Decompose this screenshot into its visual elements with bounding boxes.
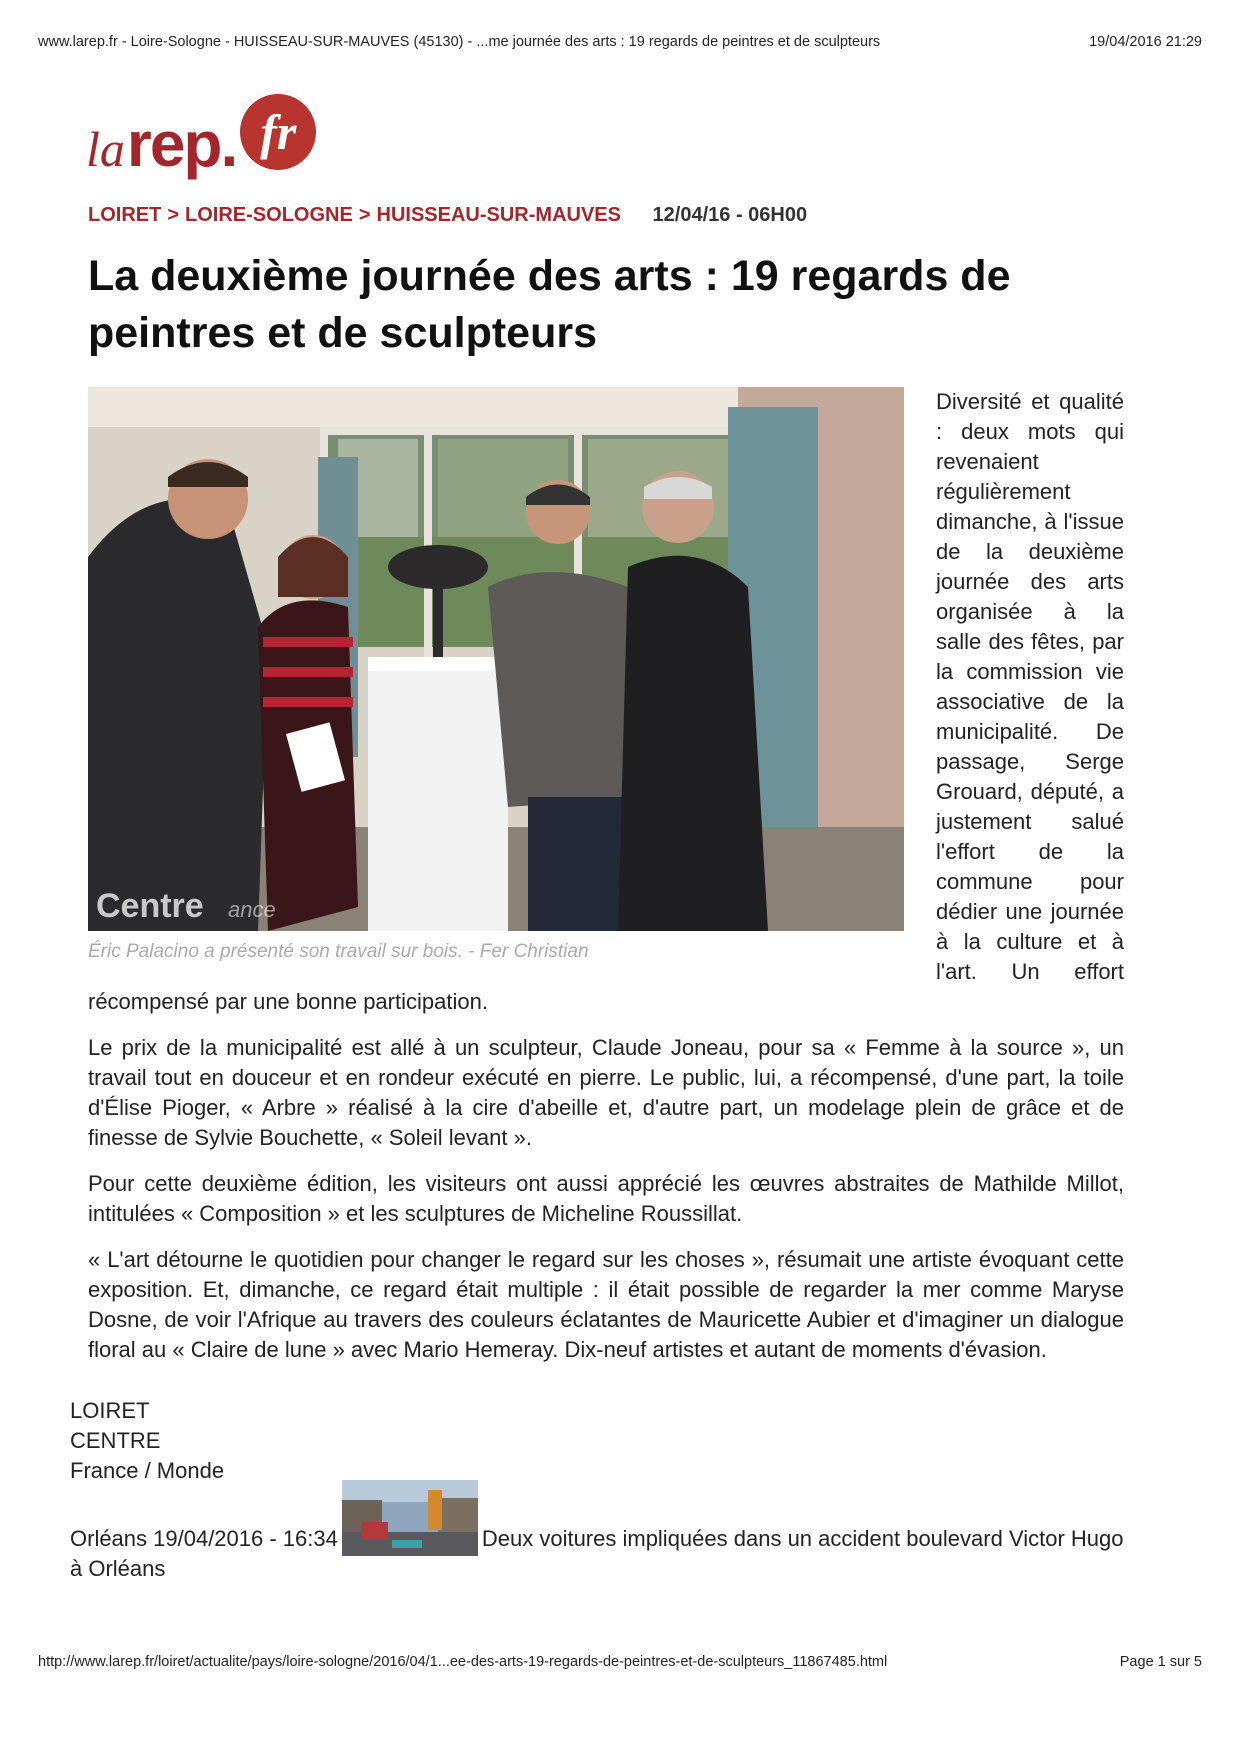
article-figure (88, 387, 904, 965)
tag-centre[interactable]: CENTRE (70, 1428, 161, 1453)
print-header-title: www.larep.fr - Loire-Sologne - HUISSEAU-SUR-MAUVES (45130) - ...me journée des arts : 19 regards de peintres et de sculpteurs (38, 34, 881, 50)
breadcrumb-separator: > (167, 204, 180, 226)
breadcrumb-item-loire-sologne[interactable]: LOIRE-SOLOGNE (185, 204, 353, 226)
photo-caption: Éric Palacino a présenté son travail sur bois. - Fer Christian (88, 941, 589, 962)
related-article[interactable] (70, 1480, 1126, 1584)
related-headline[interactable]: Deux voitures impliquées dans un accident boulevard Victor Hugo à Orléans (70, 1526, 1124, 1581)
article-title: La deuxième journée des arts : 19 regards de peintres et de sculpteurs (88, 252, 1011, 357)
article-photo (88, 387, 904, 931)
article-tags (70, 1396, 224, 1486)
article-date: 12/04/16 - 06H00 (652, 204, 808, 226)
related-thumbnail[interactable] (342, 1480, 478, 1556)
tag-france-monde[interactable]: France / Monde (70, 1458, 225, 1483)
photo-watermark-suffix: ance (228, 897, 276, 922)
tag-loiret[interactable]: LOIRET (70, 1398, 150, 1423)
logo-la: la (86, 121, 125, 177)
article-body (88, 387, 1124, 1381)
print-footer (38, 1654, 1202, 1670)
breadcrumb-separator: > (358, 204, 371, 226)
logo-rep: rep (126, 108, 221, 181)
related-place-time: Orléans 19/04/2016 - 16:34 (70, 1526, 338, 1551)
article-paragraph-2: Le prix de la municipalité est allé à un sculpteur, Claude Joneau, pour sa « Femme à la source », un travail tout en douceur et en rondeur exécuté en pierre. Le public, lui, a récompensé, d'une part, la toile d'Élise Pioger, « Arbre » réalisé à la cire d'abeille et, d'autre part, un modelage plein de grâce et de finesse de Sylvie Bouchette, « Soleil levant ». (88, 1035, 1124, 1150)
article-paragraph-1: Diversité et qualité : deux mots qui revenaient régulièrement dimanche, à l'issue de la deuxième journée des arts organisée à la salle des fêtes, par la commission vie associative de la municipalité. De passage, Serge Grouard, député, a justement salué l'effort de la commune pour dédier une journée à la culture et à l'art. Un effort récompensé par une bonne participation. (88, 389, 1124, 1014)
photo-watermark: Centre (96, 887, 204, 925)
logo-fr-badge: fr (240, 94, 316, 170)
article-meta (88, 204, 807, 227)
breadcrumb-item-huisseau[interactable]: HUISSEAU-SUR-MAUVES (376, 204, 621, 226)
article-paragraph-3: Pour cette deuxième édition, les visiteurs ont aussi apprécié les œuvres abstraites de Mathilde Millot, intitulées « Composition » et les sculptures de Micheline Roussillat. (88, 1171, 1124, 1226)
site-logo[interactable] (86, 92, 316, 181)
article-paragraph-4: « L'art détourne le quotidien pour changer le regard sur les choses », résumait une artiste évoquant cette exposition. Et, dimanche, ce regard était multiple : il était possible de regarder la mer comme Maryse Dosne, de voir l'Afrique au travers des couleurs éclatantes de Mauricette Aubier et d'imaginer un dialogue floral au « Claire de lune » avec Mario Hemeray. Dix-neuf artistes et autant de moments d'évasion. (88, 1247, 1124, 1362)
logo-dot: . (220, 108, 239, 181)
print-footer-url: http://www.larep.fr/loiret/actualite/pays/loire-sologne/2016/04/1...ee-des-arts-19-regards-de-peintres-et-de-sculpteurs_11867485.html (38, 1654, 888, 1670)
print-header-datetime: 19/04/2016 21:29 (1089, 34, 1202, 50)
print-header (38, 34, 1202, 50)
print-footer-page: Page 1 sur 5 (1119, 1654, 1202, 1670)
breadcrumb-item-loiret[interactable]: LOIRET (88, 204, 162, 226)
